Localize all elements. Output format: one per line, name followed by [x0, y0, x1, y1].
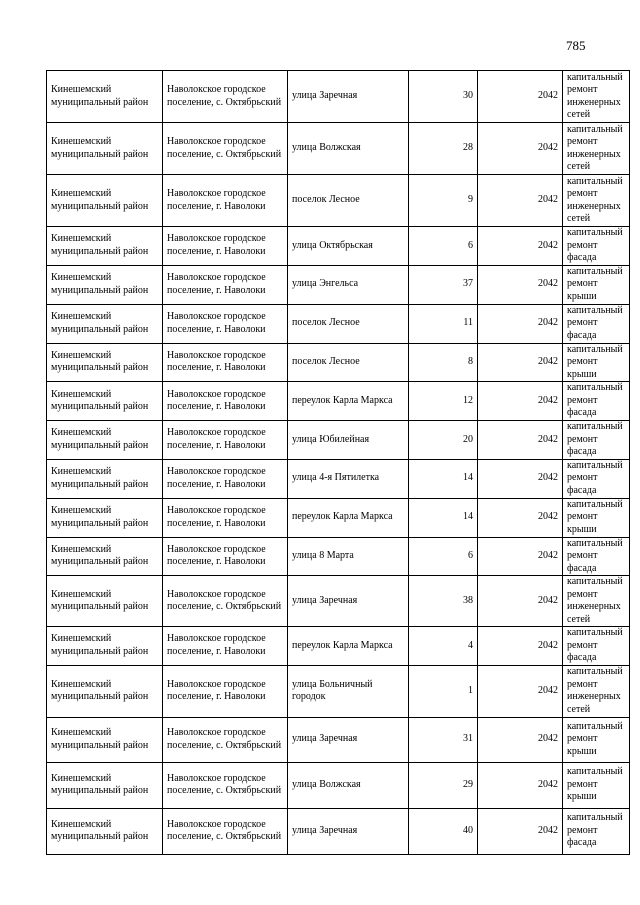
street-cell: улица Октябрьская	[288, 227, 409, 266]
settlement-cell: Наволокское городское поселение, с. Октябрьский	[163, 71, 288, 123]
settlement-cell: Наволокское городское поселение, г. Наволоки	[163, 265, 288, 304]
table-row	[47, 343, 630, 382]
year-cell: 2042	[478, 808, 563, 854]
settlement-cell: Наволокское городское поселение, с. Октябрьский	[163, 808, 288, 854]
house-number-cell: 29	[409, 762, 478, 808]
year-cell: 2042	[478, 576, 563, 627]
settlement-cell: Наволокское городское поселение, с. Октябрьский	[163, 576, 288, 627]
work-type-cell: капитальный ремонт фасада	[563, 808, 630, 854]
work-type-cell: капитальный ремонт фасада	[563, 459, 630, 498]
year-cell: 2042	[478, 123, 563, 175]
year-cell: 2042	[478, 537, 563, 576]
house-number-cell: 4	[409, 627, 478, 666]
work-type-cell: капитальный ремонт инженерных сетей	[563, 123, 630, 175]
year-cell: 2042	[478, 459, 563, 498]
work-type-cell: капитальный ремонт фасада	[563, 382, 630, 421]
work-type-cell: капитальный ремонт крыши	[563, 762, 630, 808]
work-type-cell: капитальный ремонт инженерных сетей	[563, 665, 630, 717]
table-body	[47, 71, 630, 855]
year-cell: 2042	[478, 498, 563, 537]
street-cell: улица 4-я Пятилетка	[288, 459, 409, 498]
settlement-cell: Наволокское городское поселение, г. Наволоки	[163, 343, 288, 382]
work-type-cell: капитальный ремонт крыши	[563, 498, 630, 537]
year-cell: 2042	[478, 421, 563, 460]
district-cell: Кинешемский муниципальный район	[47, 576, 163, 627]
street-cell: улица 8 Марта	[288, 537, 409, 576]
street-cell: улица Юбилейная	[288, 421, 409, 460]
settlement-cell: Наволокское городское поселение, г. Наволоки	[163, 459, 288, 498]
house-number-cell: 37	[409, 265, 478, 304]
year-cell: 2042	[478, 304, 563, 343]
district-cell: Кинешемский муниципальный район	[47, 808, 163, 854]
street-cell: улица Заречная	[288, 71, 409, 123]
table-row	[47, 265, 630, 304]
district-cell: Кинешемский муниципальный район	[47, 498, 163, 537]
year-cell: 2042	[478, 265, 563, 304]
work-type-cell: капитальный ремонт крыши	[563, 717, 630, 762]
house-number-cell: 1	[409, 665, 478, 717]
settlement-cell: Наволокское городское поселение, г. Наволоки	[163, 537, 288, 576]
house-number-cell: 14	[409, 498, 478, 537]
house-number-cell: 30	[409, 71, 478, 123]
district-cell: Кинешемский муниципальный район	[47, 627, 163, 666]
street-cell: улица Заречная	[288, 717, 409, 762]
table-row	[47, 808, 630, 854]
settlement-cell: Наволокское городское поселение, с. Октябрьский	[163, 762, 288, 808]
year-cell: 2042	[478, 343, 563, 382]
table-row	[47, 123, 630, 175]
year-cell: 2042	[478, 175, 563, 227]
table-row	[47, 421, 630, 460]
table-row	[47, 382, 630, 421]
year-cell: 2042	[478, 382, 563, 421]
table-row	[47, 71, 630, 123]
district-cell: Кинешемский муниципальный район	[47, 71, 163, 123]
street-cell: улица Заречная	[288, 576, 409, 627]
table-row	[47, 627, 630, 666]
work-type-cell: капитальный ремонт фасада	[563, 421, 630, 460]
house-number-cell: 28	[409, 123, 478, 175]
district-cell: Кинешемский муниципальный район	[47, 304, 163, 343]
work-type-cell: капитальный ремонт фасада	[563, 227, 630, 266]
work-type-cell: капитальный ремонт фасада	[563, 627, 630, 666]
year-cell: 2042	[478, 665, 563, 717]
settlement-cell: Наволокское городское поселение, г. Наволоки	[163, 227, 288, 266]
district-cell: Кинешемский муниципальный район	[47, 227, 163, 266]
year-cell: 2042	[478, 627, 563, 666]
house-number-cell: 14	[409, 459, 478, 498]
district-cell: Кинешемский муниципальный район	[47, 382, 163, 421]
street-cell: улица Волжская	[288, 762, 409, 808]
house-number-cell: 8	[409, 343, 478, 382]
house-number-cell: 31	[409, 717, 478, 762]
house-number-cell: 20	[409, 421, 478, 460]
settlement-cell: Наволокское городское поселение, г. Наволоки	[163, 498, 288, 537]
street-cell: переулок Карла Маркса	[288, 498, 409, 537]
table-row	[47, 762, 630, 808]
work-type-cell: капитальный ремонт инженерных сетей	[563, 175, 630, 227]
work-type-cell: капитальный ремонт фасада	[563, 537, 630, 576]
street-cell: переулок Карла Маркса	[288, 382, 409, 421]
house-number-cell: 9	[409, 175, 478, 227]
settlement-cell: Наволокское городское поселение, г. Наволоки	[163, 665, 288, 717]
table-row	[47, 227, 630, 266]
house-number-cell: 12	[409, 382, 478, 421]
work-type-cell: капитальный ремонт крыши	[563, 265, 630, 304]
street-cell: переулок Карла Маркса	[288, 627, 409, 666]
settlement-cell: Наволокское городское поселение, с. Октябрьский	[163, 123, 288, 175]
work-type-cell: капитальный ремонт крыши	[563, 343, 630, 382]
district-cell: Кинешемский муниципальный район	[47, 762, 163, 808]
district-cell: Кинешемский муниципальный район	[47, 175, 163, 227]
district-cell: Кинешемский муниципальный район	[47, 123, 163, 175]
year-cell: 2042	[478, 71, 563, 123]
settlement-cell: Наволокское городское поселение, г. Наволоки	[163, 421, 288, 460]
district-cell: Кинешемский муниципальный район	[47, 265, 163, 304]
table-row	[47, 537, 630, 576]
district-cell: Кинешемский муниципальный район	[47, 717, 163, 762]
table-row	[47, 498, 630, 537]
settlement-cell: Наволокское городское поселение, г. Наволоки	[163, 304, 288, 343]
street-cell: улица Больничный городок	[288, 665, 409, 717]
street-cell: улица Волжская	[288, 123, 409, 175]
table-row	[47, 304, 630, 343]
table-row	[47, 459, 630, 498]
settlement-cell: Наволокское городское поселение, г. Наволоки	[163, 175, 288, 227]
street-cell: улица Заречная	[288, 808, 409, 854]
work-type-cell: капитальный ремонт инженерных сетей	[563, 71, 630, 123]
settlement-cell: Наволокское городское поселение, г. Наволоки	[163, 627, 288, 666]
table-row	[47, 175, 630, 227]
table-row	[47, 717, 630, 762]
page-number: 785	[566, 38, 586, 53]
work-type-cell: капитальный ремонт инженерных сетей	[563, 576, 630, 627]
table-row	[47, 665, 630, 717]
district-cell: Кинешемский муниципальный район	[47, 459, 163, 498]
street-cell: поселок Лесное	[288, 343, 409, 382]
district-cell: Кинешемский муниципальный район	[47, 343, 163, 382]
settlement-cell: Наволокское городское поселение, с. Октябрьский	[163, 717, 288, 762]
street-cell: поселок Лесное	[288, 175, 409, 227]
house-number-cell: 40	[409, 808, 478, 854]
street-cell: поселок Лесное	[288, 304, 409, 343]
year-cell: 2042	[478, 762, 563, 808]
year-cell: 2042	[478, 227, 563, 266]
settlement-cell: Наволокское городское поселение, г. Наволоки	[163, 382, 288, 421]
house-number-cell: 38	[409, 576, 478, 627]
district-cell: Кинешемский муниципальный район	[47, 537, 163, 576]
district-cell: Кинешемский муниципальный район	[47, 665, 163, 717]
house-number-cell: 6	[409, 537, 478, 576]
street-cell: улица Энгельса	[288, 265, 409, 304]
house-number-cell: 11	[409, 304, 478, 343]
district-cell: Кинешемский муниципальный район	[47, 421, 163, 460]
work-type-cell: капитальный ремонт фасада	[563, 304, 630, 343]
table-row	[47, 576, 630, 627]
year-cell: 2042	[478, 717, 563, 762]
housing-repair-table	[46, 70, 630, 855]
house-number-cell: 6	[409, 227, 478, 266]
